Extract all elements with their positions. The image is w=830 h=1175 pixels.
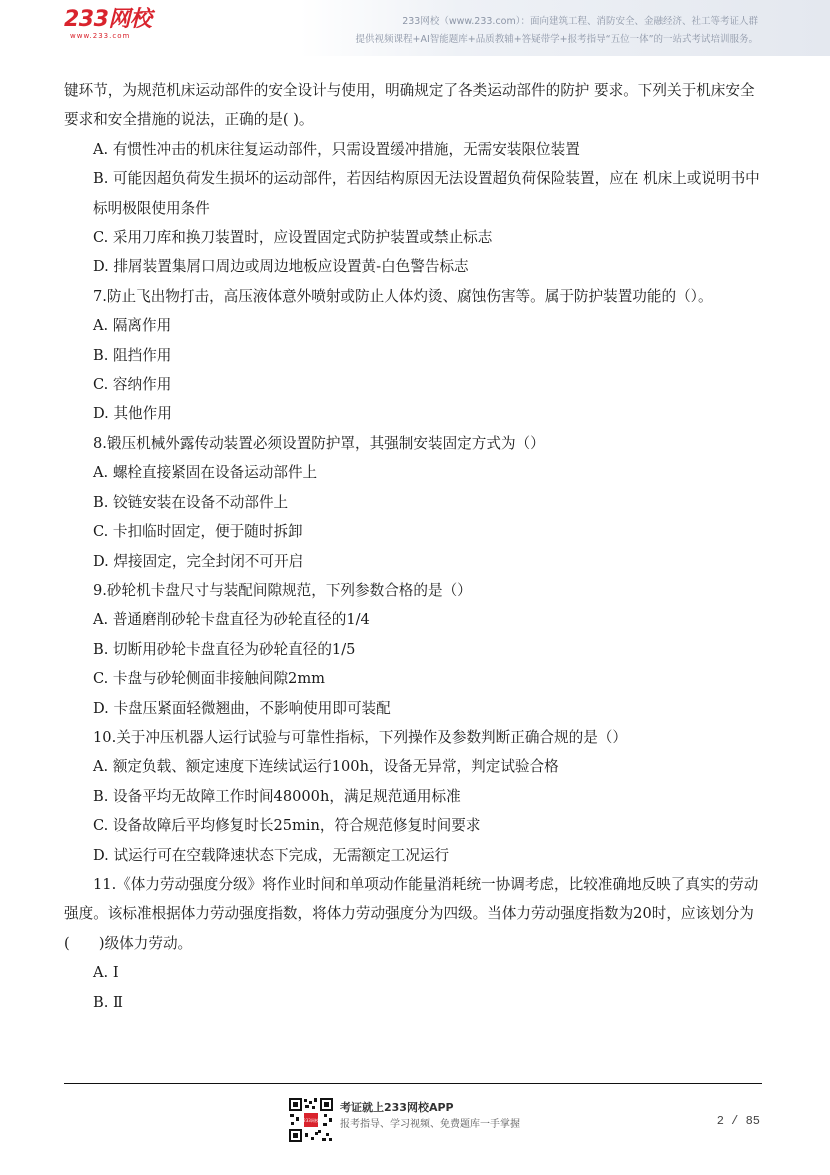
app-promo — [340, 1100, 520, 1134]
qr-code-icon — [288, 1097, 334, 1143]
logo-sub-text: www.233.com — [70, 32, 131, 40]
page-number: 2 / 85 — [716, 1114, 760, 1128]
q7-option-d: D. 其他作用 — [93, 405, 172, 423]
q8-option-b: B. 铰链安装在设备不动部件上 — [93, 493, 289, 511]
q8-option-a: A. 螺栓直接紧固在设备运动部件上 — [93, 464, 318, 482]
q9-option-c: C. 卡盘与砂轮侧面非接触间隙2mm — [93, 670, 326, 688]
question-8-stem: 8.锻压机械外露传动装置必须设置防护罩，其强制安装固定方式为（） — [93, 434, 545, 452]
q10-option-a: A. 额定负载、额定速度下连续试运行100h，设备无异常，判定试验合格 — [93, 758, 559, 776]
q6-option-a: A. 有惯性冲击的机床往复运动部件，只需设置缓冲措施，无需安装限位装置 — [93, 140, 580, 158]
app-promo-subtitle: 报考指导、学习视频、免费题库一手掌握 — [340, 1119, 520, 1130]
header-band — [300, 0, 830, 56]
q6-option-b: B. 可能因超负荷发生损坏的运动部件，若因结构原因无法设置超负荷保险装置，应在 机床上或说明书中标明极限使用条件 — [93, 170, 760, 217]
app-promo-title: 考证就上233网校APP — [340, 1101, 454, 1114]
qr-badge-text: 233网校 — [303, 1118, 319, 1123]
question-9-stem: 9.砂轮机卡盘尺寸与装配间隙规范，下列参数合格的是（） — [93, 581, 472, 599]
question-6-stem-continued: 键环节，为规范机床运动部件的安全设计与使用，明确规定了各类运动部件的防护 要求。下列关于机床安全要求和安全措施的说法，正确的是( )。 — [64, 82, 755, 129]
q10-option-b: B. 设备平均无故障工作时间48000h，满足规范通用标准 — [93, 787, 461, 805]
q10-option-c: C. 设备故障后平均修复时长25min，符合规范修复时间要求 — [93, 817, 481, 835]
q7-option-c: C. 容纳作用 — [93, 376, 172, 394]
header-tagline-2: 提供视频课程+AI智能题库+品质教辅+答疑带学+报考指导“五位一体”的一站式考试培训服务。 — [355, 34, 758, 45]
q10-option-d: D. 试运行可在空载降速状态下完成，无需额定工况运行 — [93, 846, 450, 864]
q11-option-b: B. Ⅱ — [93, 993, 123, 1011]
header-tagline-1: 233网校（www.233.com）：面向建筑工程、消防安全、金融经济、社工等考证人群 — [402, 16, 758, 27]
q7-option-b: B. 阻挡作用 — [93, 346, 172, 364]
footer-rule — [64, 1083, 762, 1084]
page-header — [0, 0, 830, 60]
q11-option-a: A. Ⅰ — [93, 964, 119, 982]
q9-option-a: A. 普通磨削砂轮卡盘直径为砂轮直径的1/4 — [93, 611, 370, 629]
question-10-stem: 10.关于冲压机器人运行试验与可靠性指标，下列操作及参数判断正确合规的是（） — [93, 728, 627, 746]
q8-option-d: D. 焊接固定，完全封闭不可开启 — [93, 552, 304, 570]
document-body — [64, 76, 764, 1017]
q6-option-c: C. 采用刀库和换刀装置时，应设置固定式防护装置或禁止标志 — [93, 229, 493, 247]
brand-logo — [64, 8, 151, 40]
q6-option-d: D. 排屑装置集屑口周边或周边地板应设置黄-白色警告标志 — [93, 258, 469, 276]
q9-option-d: D. 卡盘压紧面轻微翘曲，不影响使用即可装配 — [93, 699, 391, 717]
question-7-stem: 7.防止飞出物打击，高压液体意外喷射或防止人体灼烫、腐蚀伤害等。属于防护装置功能的（）。 — [93, 287, 713, 305]
q8-option-c: C. 卡扣临时固定，便于随时拆卸 — [93, 523, 303, 541]
q7-option-a: A. 隔离作用 — [93, 317, 172, 335]
question-11-stem: 11.《体力劳动强度分级》将作业时间和单项动作能量消耗统一协调考虑，比较准确地反映了真实的劳动强度。该标准根据体力劳动强度指数，将体力劳动强度分为四级。当体力劳动强度指数为20时，应该划分为( )级体力劳动。 — [64, 875, 759, 952]
q9-option-b: B. 切断用砂轮卡盘直径为砂轮直径的1/5 — [93, 640, 356, 658]
logo-main-text: 233网校 — [64, 7, 152, 32]
